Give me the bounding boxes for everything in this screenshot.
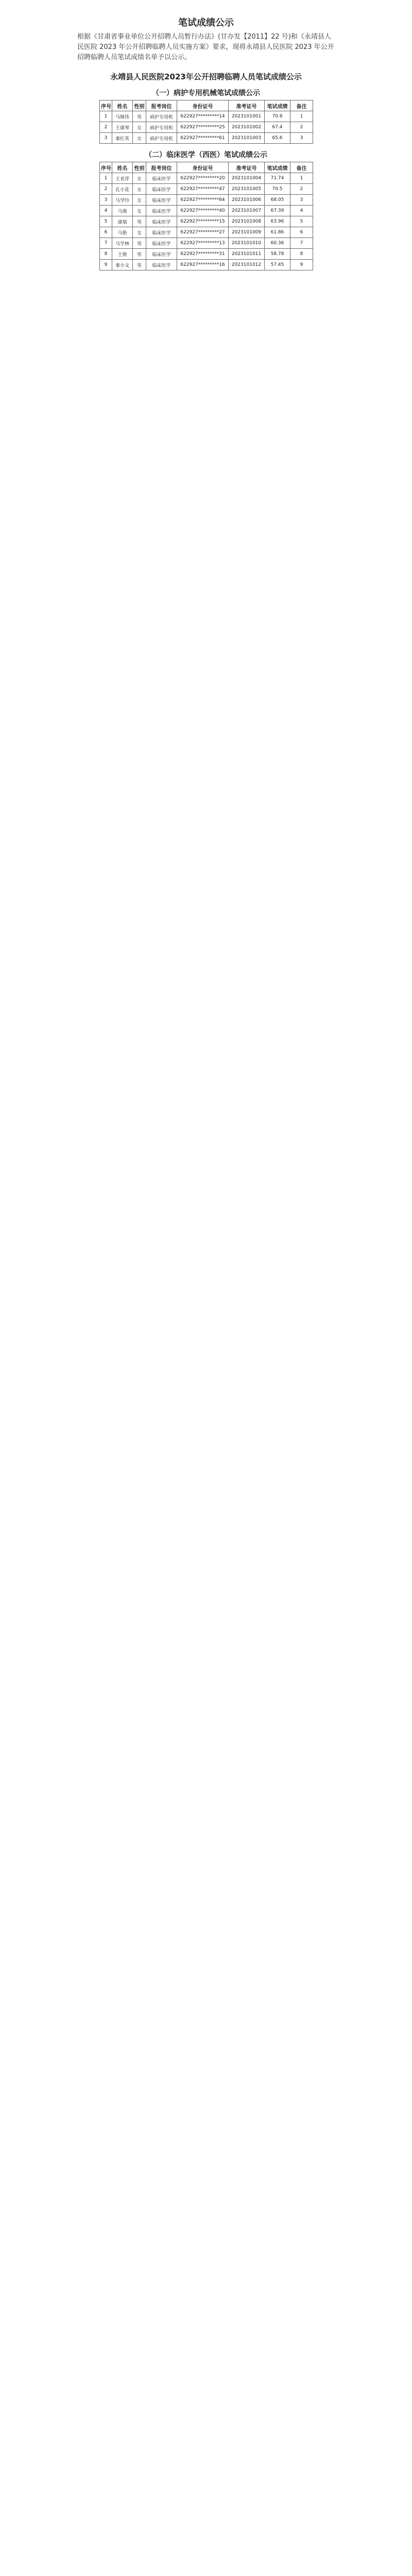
cell: 男 <box>133 249 146 260</box>
cell: 病护专用机 <box>146 133 177 144</box>
col-header: 序号 <box>100 162 112 173</box>
cell: 6 <box>100 227 112 238</box>
cell: 临床医学 <box>146 184 177 195</box>
cell: 68.05 <box>265 195 290 206</box>
col-header: 准考证号 <box>229 162 265 173</box>
cell: 康瑞 <box>112 216 133 227</box>
cell: 9 <box>290 260 313 270</box>
cell: 2 <box>290 184 313 195</box>
scores-table <box>99 100 313 144</box>
cell: 8 <box>100 249 112 260</box>
cell: 7 <box>290 238 313 249</box>
cell: 2023101002 <box>229 122 265 133</box>
col-header: 身份证号 <box>177 100 229 111</box>
cell: 临床医学 <box>146 238 177 249</box>
cell: 7 <box>100 238 112 249</box>
table-row <box>100 216 313 227</box>
cell: 57.45 <box>265 260 290 270</box>
cell: 58.78 <box>265 249 290 260</box>
cell: 622927*********61 <box>177 133 229 144</box>
cell: 4 <box>290 206 313 216</box>
col-header: 报考岗位 <box>146 100 177 111</box>
cell: 女 <box>133 195 146 206</box>
cell: 秦红英 <box>112 133 133 144</box>
cell: 女 <box>133 122 146 133</box>
cell: 临床医学 <box>146 249 177 260</box>
cell: 1 <box>100 111 112 122</box>
cell: 622927*********40 <box>177 206 229 216</box>
cell: 71.74 <box>265 173 290 184</box>
cell: 病护专用机 <box>146 111 177 122</box>
table-row <box>100 227 313 238</box>
cell: 1 <box>100 173 112 184</box>
cell: 马学林 <box>112 238 133 249</box>
cell: 女 <box>133 173 146 184</box>
cell: 男 <box>133 260 146 270</box>
cell: 临床医学 <box>146 206 177 216</box>
cell: 3 <box>100 133 112 144</box>
col-header: 备注 <box>290 100 313 111</box>
table-row <box>100 122 313 133</box>
cell: 61.86 <box>265 227 290 238</box>
cell: 马燕 <box>112 206 133 216</box>
cell: 2023101003 <box>229 133 265 144</box>
cell: 2023101004 <box>229 173 265 184</box>
cell: 男 <box>133 111 146 122</box>
cell: 3 <box>290 133 313 144</box>
cell: 1 <box>290 111 313 122</box>
table-row <box>100 173 313 184</box>
cell: 王康琴 <box>112 122 133 133</box>
scores-table <box>99 162 313 270</box>
table-header-row <box>100 100 313 111</box>
cell: 2023101012 <box>229 260 265 270</box>
col-header: 性别 <box>133 162 146 173</box>
table-row <box>100 195 313 206</box>
cell: 女 <box>133 227 146 238</box>
col-header: 身份证号 <box>177 162 229 173</box>
cell: 女 <box>133 133 146 144</box>
col-header: 报考岗位 <box>146 162 177 173</box>
cell: 622927*********47 <box>177 184 229 195</box>
cell: 2 <box>100 184 112 195</box>
intro-paragraph: 根据《甘肃省事业单位公开招聘人员暂行办法》(甘办发【2011】22 号)和《永靖县人民医院 2023 年公开招聘临聘人员实施方案》要求，现将永靖县人民医院 2023 年公开招聘临聘人员笔试成绩名单予以公示。 <box>77 33 334 61</box>
col-header: 准考证号 <box>229 100 265 111</box>
cell: 临床医学 <box>146 216 177 227</box>
cell: 5 <box>290 216 313 227</box>
col-header: 姓名 <box>112 100 133 111</box>
cell: 65.6 <box>265 133 290 144</box>
table-row <box>100 238 313 249</box>
col-header: 性别 <box>133 100 146 111</box>
table-row <box>100 133 313 144</box>
cell: 622927*********13 <box>177 238 229 249</box>
cell: 2023101009 <box>229 227 265 238</box>
cell: 马艳 <box>112 227 133 238</box>
cell: 临床医学 <box>146 173 177 184</box>
cell: 6 <box>290 227 313 238</box>
cell: 5 <box>100 216 112 227</box>
cell: 秦小文 <box>112 260 133 270</box>
cell: 63.96 <box>265 216 290 227</box>
cell: 70.8 <box>265 111 290 122</box>
cell: 男 <box>133 238 146 249</box>
cell: 女 <box>133 184 146 195</box>
cell: 2023101001 <box>229 111 265 122</box>
cell: 临床医学 <box>146 195 177 206</box>
cell: 2023101005 <box>229 184 265 195</box>
cell: 60.36 <box>265 238 290 249</box>
col-header: 笔试成绩 <box>265 100 290 111</box>
cell: 622927*********27 <box>177 227 229 238</box>
table-row <box>100 206 313 216</box>
cell: 622927*********31 <box>177 249 229 260</box>
cell: 女 <box>133 206 146 216</box>
cell: 2 <box>100 122 112 133</box>
cell: 马学玲 <box>112 195 133 206</box>
col-header: 序号 <box>100 100 112 111</box>
section-title: （二）临床医学（西医）笔试成绩公示 <box>145 151 267 159</box>
doc-subtitle: 永靖县人民医院2023年公开招聘临聘人员笔试成绩公示 <box>110 72 302 81</box>
cell: 3 <box>100 195 112 206</box>
col-header: 笔试成绩 <box>265 162 290 173</box>
col-header: 备注 <box>290 162 313 173</box>
cell: 2023101011 <box>229 249 265 260</box>
cell: 2023101007 <box>229 206 265 216</box>
table-row <box>100 249 313 260</box>
cell: 1 <box>290 173 313 184</box>
cell: 临床医学 <box>146 260 177 270</box>
table-row <box>100 260 313 270</box>
cell: 622927*********16 <box>177 260 229 270</box>
cell: 3 <box>290 195 313 206</box>
cell: 2023101008 <box>229 216 265 227</box>
col-header: 姓名 <box>112 162 133 173</box>
cell: 孔小花 <box>112 184 133 195</box>
section-title: （一）病护专用机械笔试成绩公示 <box>152 89 260 97</box>
cell: 622927*********15 <box>177 216 229 227</box>
cell: 王亚萍 <box>112 173 133 184</box>
cell: 70.5 <box>265 184 290 195</box>
cell: 2023101006 <box>229 195 265 206</box>
cell: 8 <box>290 249 313 260</box>
table-row <box>100 111 313 122</box>
cell: 男 <box>133 216 146 227</box>
cell: 4 <box>100 206 112 216</box>
cell: 67.39 <box>265 206 290 216</box>
cell: 622927*********20 <box>177 173 229 184</box>
cell: 622927*********14 <box>177 111 229 122</box>
cell: 病护专用机 <box>146 122 177 133</box>
table-header-row <box>100 162 313 173</box>
cell: 9 <box>100 260 112 270</box>
cell: 2 <box>290 122 313 133</box>
cell: 67.4 <box>265 122 290 133</box>
cell: 622927*********25 <box>177 122 229 133</box>
doc-title: 笔试成绩公示 <box>178 18 234 28</box>
cell: 622927*********64 <box>177 195 229 206</box>
cell: 王俊 <box>112 249 133 260</box>
table-row <box>100 184 313 195</box>
cell: 马继伟 <box>112 111 133 122</box>
cell: 2023101010 <box>229 238 265 249</box>
cell: 临床医学 <box>146 227 177 238</box>
